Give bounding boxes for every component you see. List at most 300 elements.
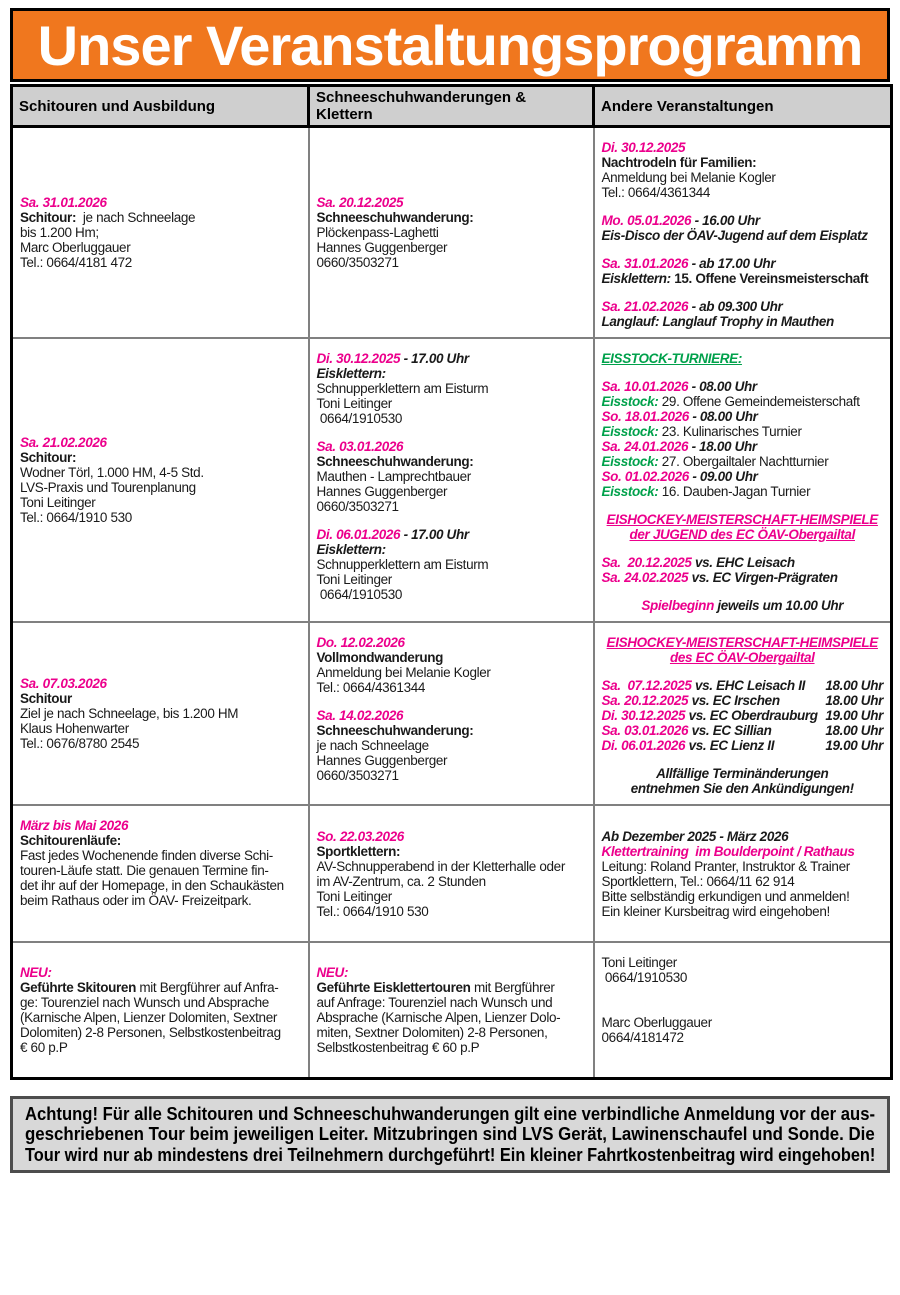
text-line [317,439,586,454]
text-line [317,454,586,469]
text-run: Sa. 10.01.2026 [601,379,689,394]
text-run: Klaus Hohenwarter [20,721,129,736]
text-run: Hannes Guggenberger [316,753,448,768]
text-run: Tel.: 0664/4181 472 [20,255,132,270]
text-run: det ihr auf der Homepage, in den Schaukästen [20,878,284,893]
program-cell [309,622,594,805]
text-run: Eis-Disco der ÖAV-Jugend auf dem Eisplatz [601,228,868,243]
event-block [317,965,586,1055]
text-line [602,424,884,439]
text-line [20,510,301,525]
text-run: - 08.00 Uhr [688,409,758,424]
text-run: Leitung: Roland Pranter, Instruktor & Trainer [601,858,850,874]
text-line [20,893,301,908]
text-run: Schitour: [20,210,77,225]
event-block [602,766,884,796]
text-run: EISHOCKEY-MEISTERSCHAFT-HEIMSPIELE [606,512,878,527]
text-line [317,1010,586,1025]
text-line [317,587,586,602]
program-table [10,84,893,1080]
text-run: 19.00 Uhr [825,708,883,723]
text-run: Hannes Guggenberger [316,484,448,499]
text-run: Sa. 20.12.2025 [601,693,689,708]
text-line [602,512,884,527]
table-row [12,942,892,1078]
text-run: auf Anfrage: Tourenziel nach Wunsch und [316,994,553,1010]
event-block [602,299,884,329]
text-run: Di. 06.01.2026 [316,527,401,542]
text-run: - 16.00 Uhr [691,213,760,228]
text-line [602,527,884,542]
text-run: Geführte Skitouren [20,979,136,995]
text-line [602,170,884,185]
text-run: Sa. 31.01.2026 [20,195,107,210]
text-run: beim Rathaus oder im ÖAV- Freizeitpark. [20,893,252,908]
event-block [317,195,586,270]
text-line [20,676,301,691]
text-line [317,527,586,542]
text-line [20,848,301,863]
text-line [317,351,586,366]
text-line [602,598,884,613]
text-run: miten, Sextner Dolomiten) 2-8 Personen, [316,1024,548,1040]
text-run: Nachtrodeln für Familien: [601,155,757,170]
column-header-1: Schitouren und Ausbildung [12,86,309,127]
text-run: Mauthen - Lamprechtbauer [316,469,471,484]
text-run: Ab Dezember 2025 - März 2026 [601,828,789,844]
text-line [317,665,586,680]
text-run: Do. 12.02.2026 [316,635,405,650]
column-header-3: Andere Veranstaltungen [594,86,892,127]
text-run: Tel.: 0664/4361344 [601,185,711,200]
text-run: Sa. 07.12.2025 [601,678,692,693]
text-run: EISSTOCK-TURNIERE: [601,351,742,366]
text-line [317,411,586,426]
text-line [602,484,884,499]
text-run: Schneeschuhwanderung: [316,210,474,225]
text-run: Eisklettern: [316,366,386,381]
text-run: (Karnische Alpen, Lienzer Dolomiten, Sextner [20,1009,277,1025]
text-run: Schitourenläufe: [20,833,121,848]
text-run: 0664/1910530 [316,587,403,602]
text-run: Eisstock: [601,424,659,439]
text-run: mit Bergführer auf Anfra- [135,979,279,995]
text-line [317,889,586,904]
event-block [20,195,301,270]
text-run: - 18.00 Uhr [688,439,757,454]
text-line [602,985,884,1000]
text-line [20,706,301,721]
event-block [20,818,301,908]
text-line [20,480,301,495]
text-line [602,213,884,228]
text-run: Di. 30.12.2025 [601,708,686,723]
text-line [602,379,884,394]
text-run: je nach Schneelage [316,738,429,753]
text-line [602,140,884,155]
text-run: So. 18.01.2026 [601,409,689,424]
text-run: Schitour: [20,450,77,465]
text-run: - 17.00 Uhr [400,527,469,542]
text-line [20,255,301,270]
text-run: Geführte Eisklettertouren [316,979,471,995]
text-line [20,1010,301,1025]
text-run: 27. Obergailtaler Nachtturnier [658,454,829,469]
event-block [602,512,884,542]
text-line [20,210,301,225]
text-run: Allfällige Terminänderungen [656,766,829,781]
text-run: So. 01.02.2026 [601,469,689,484]
text-line [317,995,586,1010]
text-line [602,155,884,170]
program-cell [309,338,594,622]
event-block [317,635,586,695]
page-title: Unser Veranstaltungsprogramm [37,13,863,77]
text-run: Tel.: 0664/1910 530 [316,903,429,919]
text-run: 0664/4181472 [601,1030,684,1045]
event-block [602,829,884,919]
text-run: Schneeschuhwanderung: [316,454,474,469]
text-line [20,225,301,240]
program-cell [309,942,594,1078]
text-run: Klettertraining im Boulderpoint / Rathaus [601,843,855,859]
event-block [602,379,884,499]
text-run: vs. EC Irschen [688,693,780,708]
text-run: Selbstkostenbeitrag € 60 p.P [316,1039,480,1055]
text-run: Sa. 31.01.2026 [601,256,689,271]
text-line [317,680,586,695]
text-line [317,965,586,980]
text-run: 0664/1910530 [316,411,403,426]
text-line [602,650,884,665]
text-line [20,195,301,210]
text-run: Anmeldung bei Melanie Kogler [316,665,491,680]
text-run: 0660/3503271 [316,255,399,270]
text-line [602,693,884,708]
text-line [20,721,301,736]
text-line [20,863,301,878]
text-line [602,394,884,409]
text-line [20,435,301,450]
text-line [317,195,586,210]
text-line [317,484,586,499]
text-run: touren-Läufe statt. Die genauen Termine fin- [20,863,269,878]
text-line [317,499,586,514]
text-run: 18.00 Uhr [825,693,883,708]
text-run: Wodner Törl, 1.000 HM, 4-5 Std. [20,465,204,480]
text-run: jeweils um 10.00 Uhr [713,598,844,613]
event-block [602,678,884,753]
text-run: Absprache (Karnische Alpen, Lienzer Dolo- [316,1009,561,1025]
text-run: 0660/3503271 [316,499,399,514]
event-block [20,676,301,751]
text-line [317,572,586,587]
program-cell [12,127,309,339]
event-block [602,555,884,585]
text-line [317,980,586,995]
text-line [317,650,586,665]
text-run: des EC ÖAV-Obergailtal [669,650,815,665]
table-row [12,622,892,805]
text-run: Sa. 24.01.2026 [601,439,689,454]
program-cell [594,622,892,805]
notice-line: Tour wird nur ab mindestens drei Teilnehmern durchgeführt! Ein kleiner Fahrtkostenbeitrag wird eingehoben! [25,1143,876,1165]
text-line [602,889,884,904]
program-cell [309,127,594,339]
text-run: Eisstock: [601,484,659,499]
text-run: 29. Offene Gemeindemeisterschaft [658,394,860,409]
text-run: Sportklettern, Tel.: 0664/11 62 914 [601,873,795,889]
event-block [317,527,586,602]
text-run: 18.00 Uhr [825,723,883,738]
text-line [317,753,586,768]
text-line [20,495,301,510]
text-run: EISHOCKEY-MEISTERSCHAFT-HEIMSPIELE [606,635,878,650]
text-line [602,299,884,314]
text-run: Di. 30.12.2025 [316,351,401,366]
program-cell [594,127,892,339]
text-line [317,381,586,396]
text-line [20,240,301,255]
program-cell [594,942,892,1078]
text-run [602,985,605,1000]
text-run: - 17.00 Uhr [400,351,469,366]
text-line [602,723,884,738]
text-run: Toni Leitinger [601,955,677,970]
program-cell [12,622,309,805]
text-line [20,1025,301,1040]
text-line [602,454,884,469]
text-run: vs. EHC Leisach [691,555,795,570]
event-block [602,635,884,665]
text-run: vs. EC Virgen-Prägraten [688,570,838,585]
text-line [20,965,301,980]
text-run: Fast jedes Wochenende finden diverse Schi- [20,848,273,863]
text-run: Schnupperklettern am Eisturm [316,381,489,396]
text-run: 16. Dauben-Jagan Turnier [658,484,811,499]
text-line [602,844,884,859]
text-line [602,570,884,585]
text-line [20,980,301,995]
text-line [317,255,586,270]
text-run: vs. EC Lienz II [685,738,775,753]
text-run: vs. EC Sillian [688,723,772,738]
text-run: Tel.: 0664/4361344 [316,680,426,695]
event-block [317,439,586,514]
text-line [20,833,301,848]
text-run: 0660/3503271 [316,768,399,783]
text-run: Toni Leitinger [20,495,96,510]
text-run: entnehmen Sie den Ankündigungen! [630,781,854,796]
program-cell [594,338,892,622]
event-block [602,351,884,366]
text-line [602,256,884,271]
text-run: Mo. 05.01.2026 [601,213,692,228]
text-run: Schnupperklettern am Eisturm [316,557,489,572]
text-line [317,469,586,484]
text-run: Sa. 21.02.2026 [601,299,689,314]
text-line [20,995,301,1010]
event-block [602,256,884,286]
text-run: € 60 p.P [20,1039,68,1055]
text-run [602,1000,605,1015]
text-line [602,678,884,693]
text-line [602,829,884,844]
text-run: Langlauf: Langlauf Trophy in Mauthen [601,314,834,329]
text-line [602,970,884,985]
text-run: Ein kleiner Kursbeitrag wird eingehoben! [601,903,830,919]
program-cell [12,805,309,942]
text-run: Sa. 14.02.2026 [316,708,404,723]
column-header-row [12,86,892,127]
text-line [20,736,301,751]
text-line [317,542,586,557]
text-run: NEU: [20,964,52,980]
text-line [317,1040,586,1055]
text-line [602,766,884,781]
text-line [317,768,586,783]
text-line [602,955,884,970]
text-line [602,351,884,366]
text-run: Di. 30.12.2025 [601,140,686,155]
text-run: je nach Schneelage [76,210,196,225]
event-block [20,435,301,525]
text-line [602,904,884,919]
text-run: Sportklettern: [316,843,401,859]
text-run: im AV-Zentrum, ca. 2 Stunden [316,873,486,889]
notice-line: Achtung! Für alle Schitouren und Schneeschuhwanderungen gilt eine verbindliche Anmeldung vor der aus- [25,1102,875,1124]
text-run: 15. Offene Vereinsmeisterschaft [670,271,869,286]
text-run: Di. 06.01.2026 [601,738,686,753]
event-block [602,140,884,200]
text-line [602,409,884,424]
text-line [317,396,586,411]
text-run: bis 1.200 Hm; [20,225,99,240]
text-run: Vollmondwanderung [316,650,444,665]
text-line [317,225,586,240]
text-run: ge: Tourenziel nach Wunsch und Absprache [20,994,269,1010]
text-run: Spielbeginn [641,598,714,613]
text-run: Schneeschuhwanderung: [316,723,474,738]
text-run: Schitour [20,691,72,706]
text-line [602,439,884,454]
text-run: Tel.: 0664/1910 530 [20,510,132,525]
text-line [602,781,884,796]
text-line [602,1000,884,1015]
text-run: Sa. 03.01.2026 [316,439,404,454]
text-line [602,228,884,243]
text-run: - 08.00 Uhr [688,379,757,394]
text-run: mit Bergführer [470,979,555,995]
text-run: Sa. 24.02.2025 [601,570,689,585]
table-row [12,338,892,622]
text-run: AV-Schnupperabend in der Kletterhalle oder [316,858,565,874]
text-line [20,465,301,480]
text-run: - ab 17.00 Uhr [688,256,776,271]
text-run: März bis Mai 2026 [20,818,129,833]
text-line [602,859,884,874]
text-run: der JUGEND des EC ÖAV-Obergailtal [629,527,855,542]
text-run: Plöckenpass-Laghetti [316,225,439,240]
text-line [317,738,586,753]
text-line [317,635,586,650]
text-run: vs. EC Oberdrauburg [685,708,818,723]
text-run: Sa. 21.02.2026 [20,435,107,450]
text-run: Sa. 07.03.2026 [20,676,107,691]
text-run: Toni Leitinger [316,396,392,411]
text-run: Hannes Guggenberger [316,240,448,255]
notice-line: geschriebenen Tour beim jeweiligen Leiter. Mitzubringen sind LVS Gerät, Lawinenschaufel und Sonde. Die [25,1123,875,1144]
text-line [317,859,586,874]
text-line [602,185,884,200]
text-run: - 09.00 Uhr [688,469,758,484]
text-run: Toni Leitinger [316,572,392,587]
text-line [602,738,884,753]
page-title-banner [10,8,890,82]
text-run: 19.00 Uhr [825,738,883,753]
text-run: Tel.: 0676/8780 2545 [20,736,140,751]
program-cell [594,805,892,942]
text-line [602,271,884,286]
program-cell [12,942,309,1078]
text-line [317,1025,586,1040]
text-line [602,555,884,570]
text-run: Marc Oberluggauer [601,1015,712,1030]
text-line [317,366,586,381]
text-line [317,723,586,738]
text-run: 0664/1910530 [601,970,688,985]
text-line [317,874,586,889]
text-line [20,450,301,465]
text-run: 23. Kulinarisches Turnier [658,424,802,439]
text-run: Ziel je nach Schneelage, bis 1.200 HM [20,706,239,721]
table-row [12,805,892,942]
event-block [602,955,884,1045]
program-cell [309,805,594,942]
text-line [602,314,884,329]
text-run: Dolomiten) 2-8 Personen, Selbstkostenbeitrag [20,1024,281,1040]
event-block [20,965,301,1055]
text-line [317,844,586,859]
event-block [602,598,884,613]
text-line [20,691,301,706]
text-line [602,708,884,723]
text-line [317,210,586,225]
text-run: Sa. 20.12.2025 [601,555,692,570]
text-run: Eisklettern: [316,542,386,557]
text-run: Sa. 03.01.2026 [601,723,689,738]
text-line [317,240,586,255]
text-run: Sa. 20.12.2025 [316,195,404,210]
text-line [602,874,884,889]
text-run: Bitte selbständig erkundigen und anmelden! [601,888,850,904]
text-line [20,818,301,833]
text-run: Toni Leitinger [316,888,392,904]
text-run: Eisstock: [601,454,659,469]
text-run: 18.00 Uhr [825,678,883,693]
text-run: - ab 09.300 Uhr [688,299,783,314]
event-block [602,213,884,243]
text-run: Eisstock: [601,394,659,409]
event-block [317,351,586,426]
text-line [317,829,586,844]
text-run: Anmeldung bei Melanie Kogler [601,170,776,185]
text-run: LVS-Praxis und Tourenplanung [20,480,196,495]
event-block [317,708,586,783]
text-line [602,1030,884,1045]
event-block [317,829,586,919]
notice-box [10,1096,890,1174]
